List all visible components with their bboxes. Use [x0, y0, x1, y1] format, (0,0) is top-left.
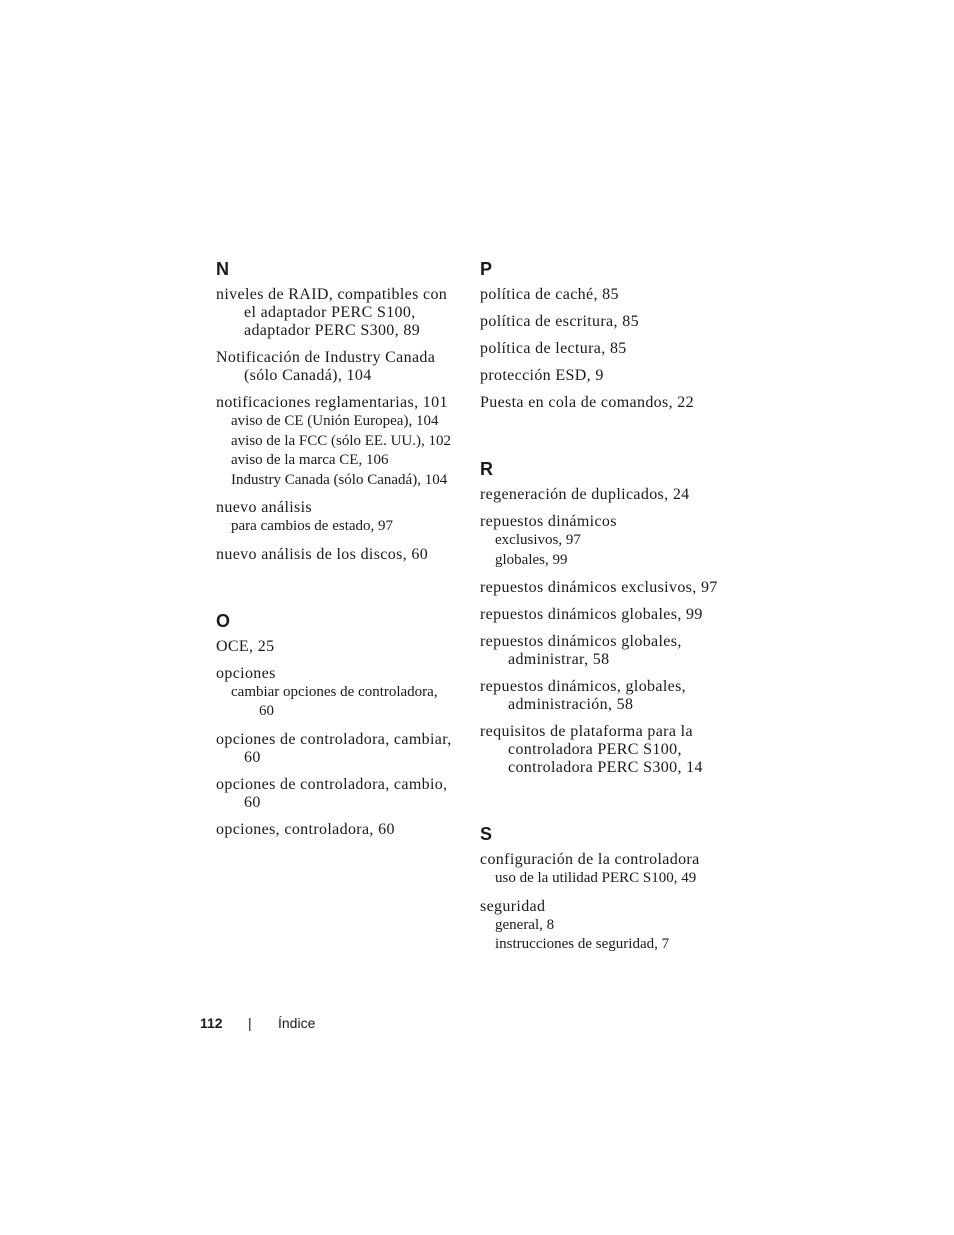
- index-entry-text: repuestos dinámicos, globales, administración, 58: [480, 678, 687, 713]
- section-letter: S: [480, 824, 493, 844]
- index-section-p: [480, 258, 725, 412]
- index-entry-text: OCE, 25: [216, 637, 275, 655]
- index-subentries: [216, 683, 456, 722]
- index-section-n: [216, 258, 456, 564]
- index-entry-text: Notificación de Industry Canada (sólo Canadá), 104: [216, 349, 436, 384]
- footer-separator: |: [248, 1015, 252, 1031]
- section-letter: R: [480, 459, 493, 479]
- index-entry-text: niveles de RAID, compatibles con el adaptador PERC S100, adaptador PERC S300, 89: [216, 286, 448, 339]
- section-letter: N: [216, 259, 229, 279]
- index-entry-text: repuestos dinámicos exclusivos, 97: [480, 579, 718, 596]
- index-subentries: [216, 517, 456, 537]
- index-entry-text: política de caché, 85: [480, 286, 619, 303]
- index-entry: [480, 313, 725, 331]
- index-subentries: [216, 412, 456, 490]
- footer-title: Índice: [278, 1015, 316, 1031]
- index-entry-text: repuestos dinámicos globales, administrar, 58: [480, 633, 682, 668]
- index-entry: [480, 513, 725, 570]
- index-subentries: [480, 531, 725, 570]
- index-entry: [216, 821, 456, 839]
- index-entry-text: política de lectura, 85: [480, 340, 627, 357]
- index-subentry: aviso de la FCC (sólo EE. UU.), 102: [231, 432, 451, 449]
- index-entry-text: nuevo análisis: [216, 499, 312, 516]
- index-entry-text: Puesta en cola de comandos, 22: [480, 394, 694, 411]
- index-entry: [216, 546, 456, 564]
- index-entry: [480, 723, 725, 777]
- index-entry-text: opciones: [216, 664, 276, 682]
- index-entry: [216, 776, 456, 812]
- index-entry-text: configuración de la controladora: [480, 851, 700, 868]
- index-entry-text: opciones de controladora, cambiar, 60: [216, 730, 452, 766]
- index-subentry: para cambios de estado, 97: [231, 518, 394, 534]
- index-section-r: [480, 458, 725, 777]
- index-entry: [216, 731, 456, 767]
- index-section-o: [216, 610, 456, 839]
- index-entry-text: repuestos dinámicos globales, 99: [480, 606, 703, 623]
- index-entry: [480, 579, 725, 597]
- index-entry: [480, 678, 725, 714]
- index-subentry: general, 8: [495, 916, 555, 933]
- index-entry-text: opciones de controladora, cambio, 60: [216, 775, 448, 811]
- index-entry: [216, 349, 456, 385]
- index-subentries: [480, 916, 725, 955]
- index-subentries: [480, 869, 725, 889]
- index-entry: [216, 665, 456, 722]
- index-entry: [480, 340, 725, 358]
- index-subentry: instrucciones de seguridad, 7: [495, 936, 670, 952]
- index-entry: [216, 499, 456, 537]
- index-entry: [216, 286, 456, 340]
- index-entry: [480, 394, 725, 412]
- index-entry: [480, 286, 725, 304]
- index-entry: [480, 367, 725, 385]
- index-subentry: aviso de CE (Unión Europea), 104: [231, 413, 439, 429]
- index-entry: [216, 638, 456, 656]
- index-entry-text: requisitos de plataforma para la controladora PERC S100, controladora PERC S300, 14: [480, 723, 703, 776]
- index-column-right: [480, 258, 725, 1001]
- index-entry: [480, 606, 725, 624]
- index-entry: [480, 486, 725, 504]
- index-entry-text: regeneración de duplicados, 24: [480, 486, 690, 503]
- index-entry: [216, 394, 456, 490]
- section-letter: O: [216, 610, 231, 631]
- index-subentry: exclusivos, 97: [495, 532, 581, 548]
- index-subentry: Industry Canada (sólo Canadá), 104: [231, 471, 448, 488]
- index-entry-text: política de escritura, 85: [480, 313, 639, 330]
- index-entry-text: opciones, controladora, 60: [216, 820, 395, 838]
- index-column-left: [216, 258, 456, 885]
- index-entry-text: nuevo análisis de los discos, 60: [216, 545, 429, 563]
- index-subentry: uso de la utilidad PERC S100, 49: [495, 870, 697, 886]
- index-section-s: [480, 823, 725, 955]
- index-subentry: cambiar opciones de controladora, 60: [231, 683, 438, 719]
- index-subentry: globales, 99: [495, 551, 568, 568]
- index-entry-text: repuestos dinámicos: [480, 513, 617, 530]
- page-number: 112: [200, 1015, 223, 1031]
- index-subentry: aviso de la marca CE, 106: [231, 452, 389, 468]
- index-entry: [480, 851, 725, 889]
- index-entry-text: seguridad: [480, 897, 546, 915]
- index-entry-text: notificaciones reglamentarias, 101: [216, 394, 448, 411]
- index-entry-text: protección ESD, 9: [480, 367, 604, 384]
- section-letter: P: [480, 259, 493, 279]
- index-entry: [480, 633, 725, 669]
- index-entry: [480, 898, 725, 955]
